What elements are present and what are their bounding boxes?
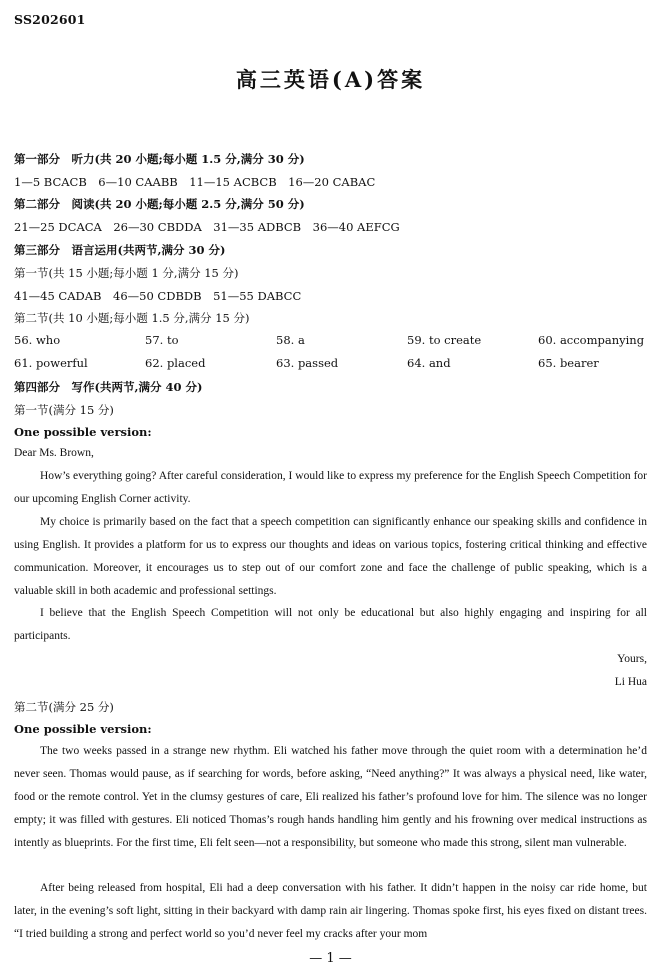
answer-61: 61. powerful: [14, 356, 88, 370]
letter-greeting: Dear Ms. Brown,: [14, 447, 94, 459]
document-code: SS202601: [14, 12, 86, 27]
part3-section1-answers: 41—45 CADAB 46—50 CDBDB 51—55 DABCC: [14, 289, 302, 303]
part4-heading: 第四部分 写作(共两节,满分 40 分): [14, 380, 203, 394]
page-number: — 1 —: [309, 951, 352, 966]
answer-56: 56. who: [14, 333, 61, 347]
story-paragraph-2: After being released from hospital, Eli had a deep conversation with his father. It didn’t happen in the noisy car ride home, but later, in the evening’s soft light, sitting in their backyard with damp rain air lingering. Thomas spoke first, his eyes fixed on distant trees. “I tried building a strong and perfect world so you’d never feel my cracks after your mom: [14, 882, 647, 940]
part3-section2-heading: 第二节(共 10 小题;每小题 1.5 分,满分 15 分): [14, 311, 250, 325]
cloze-answers-row-2: [14, 356, 654, 370]
answer-58: 58. a: [276, 333, 305, 347]
letter-paragraph-3: I believe that the English Speech Competition will not only be educational but also highly engaging and inspiring for all participants.: [14, 607, 647, 642]
cloze-answers-row-1: [14, 333, 654, 347]
version-label-2: One possible version:: [14, 722, 152, 736]
part2-answers: 21—25 DCACA 26—30 CBDDA 31—35 ADBCB 36—40 AEFCG: [14, 220, 400, 234]
part3-heading: 第三部分 语言运用(共两节,满分 30 分): [14, 243, 226, 257]
part1-answers: 1—5 BCACB 6—10 CAABB 11—15 ACBCB 16—20 CABAC: [14, 175, 376, 189]
letter-paragraph-2: My choice is primarily based on the fact that a speech competition can significantly enhance our speaking skills and confidence in using English. It provides a platform for us to express our thoughts and ideas on various topics, fostering critical thinking and effective communication. Moreover, it encourages us to step out of our comfort zone and face the challenge of public speaking, which is a valuable skill in both academic and professional settings.: [14, 516, 647, 597]
part2-heading: 第二部分 阅读(共 20 小题;每小题 2.5 分,满分 50 分): [14, 197, 305, 211]
part4-section1-heading: 第一节(满分 15 分): [14, 403, 114, 417]
part3-section1-heading: 第一节(共 15 小题;每小题 1 分,满分 15 分): [14, 266, 239, 280]
version-label: One possible version:: [14, 425, 152, 439]
answer-64: 64. and: [407, 356, 451, 370]
answer-62: 62. placed: [145, 356, 206, 370]
part4-section2-heading: 第二节(满分 25 分): [14, 700, 114, 714]
page-title: 高三英语(A)答案: [235, 67, 426, 92]
answer-63: 63. passed: [276, 356, 339, 370]
answer-57: 57. to: [145, 333, 179, 347]
answer-59: 59. to create: [407, 333, 482, 347]
part1-heading: 第一部分 听力(共 20 小题;每小题 1.5 分,满分 30 分): [14, 152, 305, 166]
answer-60: 60. accompanying: [538, 333, 645, 347]
letter-signature: Li Hua: [614, 676, 647, 688]
letter-closing: Yours,: [617, 653, 647, 665]
story-paragraph-1: The two weeks passed in a strange new rhythm. Eli watched his father move through the quiet room with a determination he’d never seen. Thomas would pause, as if searching for words, before asking, “Need anything?” It was always a physical need, like water, food or the remote control. Yet in the clumsy gestures of care, Eli realized his father’s profound love for him. The silence was no longer empty; it was filled with gestures. Eli noticed Thomas’s rough hands handling him gently and his frowning over medical instructions as intently as blueprints. For the first time, Eli felt seen—not a responsibility, but someone who made this strong, silent man vulnerable.: [14, 745, 647, 849]
answer-65: 65. bearer: [538, 356, 599, 370]
letter-paragraph-1: How’s everything going? After careful consideration, I would like to express my preference for the English Speech Competition for our upcoming English Corner activity.: [14, 470, 647, 505]
